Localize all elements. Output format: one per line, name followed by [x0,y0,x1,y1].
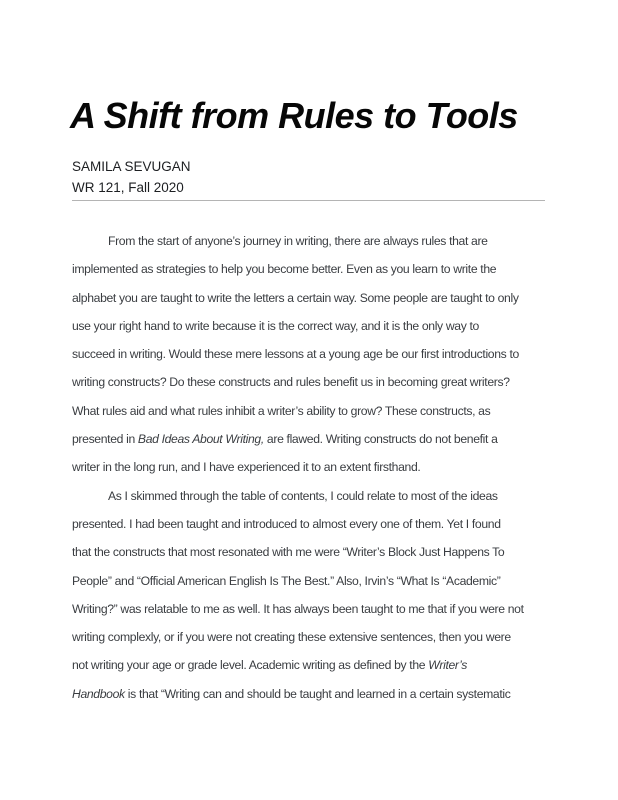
text-run: writer in the long run, and I have experienced it to an extent firsthand. [72,460,421,475]
text-line [72,482,546,510]
text-line [72,397,546,425]
text-line [72,425,546,453]
text-line [72,680,546,708]
document-title: A Shift from Rules to Tools [70,95,518,136]
document-body [72,227,546,708]
text-run: As I skimmed through the table of contents, I could relate to most of the ideas [108,488,498,503]
text-line [72,340,546,368]
italic-text-run: Handbook [72,686,125,701]
text-run: From the start of anyone’s journey in writing, there are always rules that are [108,234,488,248]
text-line [72,312,546,340]
text-run: implemented as strategies to help you become better. Even as you learn to write the [72,262,497,277]
text-run: What rules aid and what rules inhibit a writer’s ability to grow? These constructs, as [72,403,491,418]
byline-block [72,156,191,198]
text-run: presented. I had been taught and introduced to almost every one of them. Yet I found [72,516,501,531]
author-name: SAMILA SEVUGAN [72,159,191,174]
text-run: writing complexly, or if you were not creating these extensive sentences, then you were [72,630,511,645]
text-line [72,538,546,566]
text-run: not writing your age or grade level. Academic writing as defined by the [72,658,429,673]
text-run: People” and “Official American English Is The Best.” Also, Irvin’s “What Is “Academic” [72,573,501,588]
text-line [72,651,546,679]
text-run: Writing?” was relatable to me as well. It has always been taught to me that if you were not [72,601,524,616]
text-line [72,453,546,481]
text-line [72,510,546,538]
course-info: WR 121, Fall 2020 [72,180,184,195]
italic-text-run: Bad Ideas About Writing, [137,432,264,447]
text-run: is that “Writing can and should be taught and learned in a certain systematic [124,686,511,701]
italic-text-run: Writer’s [428,658,467,673]
text-run: use your right hand to write because it is the correct way, and it is the only way to [72,318,479,333]
text-line [72,227,546,255]
text-run: presented in [72,432,138,447]
text-line [72,284,546,312]
header-divider [72,200,545,201]
text-line [72,623,546,651]
text-run: succeed in writing. Would these mere lessons at a young age be our first introductions to [72,347,519,362]
text-run: alphabet you are taught to write the letters a certain way. Some people are taught to only [72,290,519,305]
text-run: are flawed. Writing constructs do not benefit a [263,432,498,447]
text-run: writing constructs? Do these constructs and rules benefit us in becoming great writers? [72,375,510,390]
text-line [72,368,546,396]
text-run: that the constructs that most resonated with me were “Writer’s Block Just Happens To [72,545,505,560]
text-line [72,595,546,623]
text-line [72,567,546,595]
text-line [72,255,546,283]
